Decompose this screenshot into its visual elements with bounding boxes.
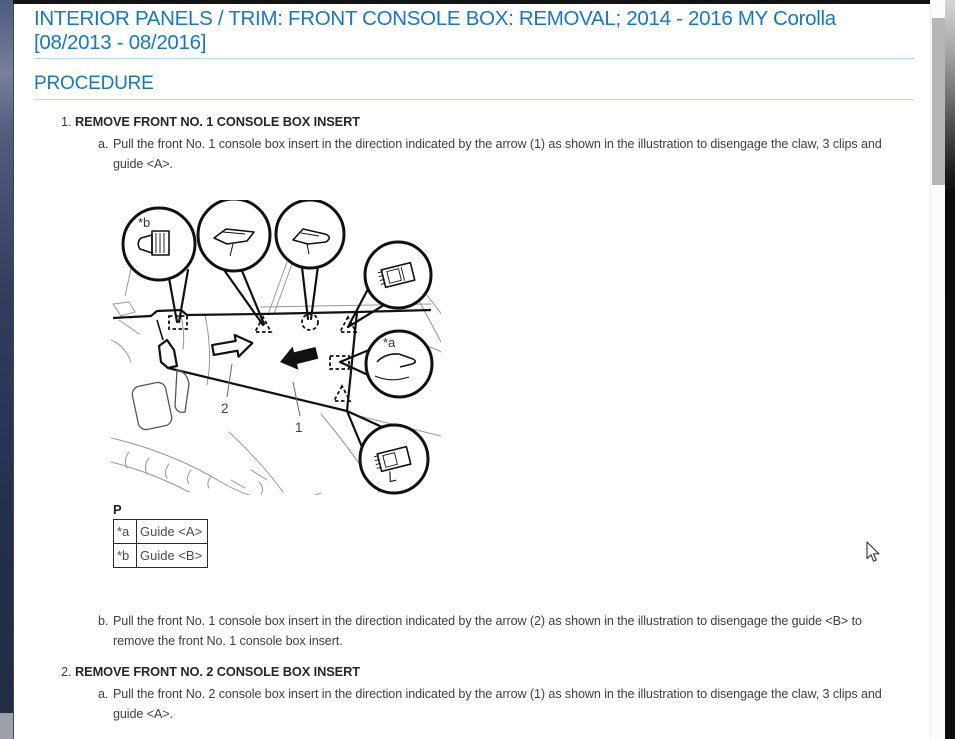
legend-key: *a <box>114 520 137 544</box>
legend-value: Guide <A> <box>137 520 208 544</box>
claw-circle-symbol <box>302 314 318 330</box>
step-1-substep-b <box>98 611 930 651</box>
callout-clip-1 <box>198 200 270 271</box>
step-number: 1. <box>61 114 72 129</box>
section-divider <box>34 99 914 100</box>
callout-guide-a <box>366 331 432 397</box>
substep-text: Pull the front No. 1 console box insert in the direction indicated by the arrow (1) as shown in the illustration to disengage the claw, 3 clips and guide <A>. <box>113 137 882 171</box>
arrow-1-label: 1 <box>295 420 303 435</box>
legend-key: *b <box>114 544 137 568</box>
figure-caption: P <box>113 502 122 517</box>
fastener-symbols <box>169 314 356 401</box>
scrollbar-thumb[interactable] <box>932 18 945 185</box>
substep-text: Pull the front No. 1 console box insert in the direction indicated by the arrow (2) as shown in the illustration to disengage the guide <B> to remove the front No. 1 console box insert. <box>113 614 862 648</box>
guide-a-label: *a <box>383 335 396 350</box>
mouse-cursor <box>866 541 882 563</box>
section-heading: PROCEDURE <box>34 73 154 94</box>
console-box-illustration <box>111 200 441 495</box>
step-2-substep-a <box>98 684 930 724</box>
window-edge-left-bottom <box>0 713 13 739</box>
illustration-svg <box>111 200 441 495</box>
callout-clip-3 <box>365 242 431 308</box>
window-edge-top <box>13 0 930 4</box>
step-number: 2. <box>61 664 72 679</box>
window-edge-right <box>945 0 955 739</box>
page-title: INTERIOR PANELS / TRIM: FRONT CONSOLE BOX: REMOVAL; 2014 - 2016 MY Corolla [08/2013 - 08/2016] <box>34 7 836 54</box>
table-row <box>114 520 208 544</box>
document-panel <box>13 0 930 739</box>
window-edge-left <box>0 0 13 739</box>
step-title: REMOVE FRONT NO. 1 CONSOLE BOX INSERT <box>75 114 360 129</box>
arrow-2-label: 2 <box>221 401 229 416</box>
step-title: REMOVE FRONT NO. 2 CONSOLE BOX INSERT <box>75 664 360 679</box>
substep-letter: a. <box>98 687 109 701</box>
legend-value: Guide <B> <box>137 544 208 568</box>
callout-tails <box>169 266 384 447</box>
callout-guide-b <box>123 208 195 280</box>
scrollbar[interactable] <box>930 0 945 739</box>
step-2-heading <box>61 663 930 680</box>
step-1-substep-a <box>98 134 930 174</box>
guide-b-label: *b <box>138 215 151 230</box>
title-divider <box>34 58 914 59</box>
step-1-heading <box>61 113 930 130</box>
legend-table <box>113 519 208 568</box>
arrow-2-outline <box>211 332 254 361</box>
arrow-1-filled <box>277 341 320 373</box>
callout-clip-4 <box>360 425 428 493</box>
pedal <box>131 370 189 431</box>
table-row <box>114 544 208 568</box>
substep-text: Pull the front No. 2 console box insert in the direction indicated by the arrow (1) as shown in the illustration to disengage the claw, 3 clips and guide <A>. <box>113 687 882 721</box>
substep-letter: a. <box>98 137 109 151</box>
claw-symbol <box>169 316 187 329</box>
substep-letter: b. <box>98 614 109 628</box>
